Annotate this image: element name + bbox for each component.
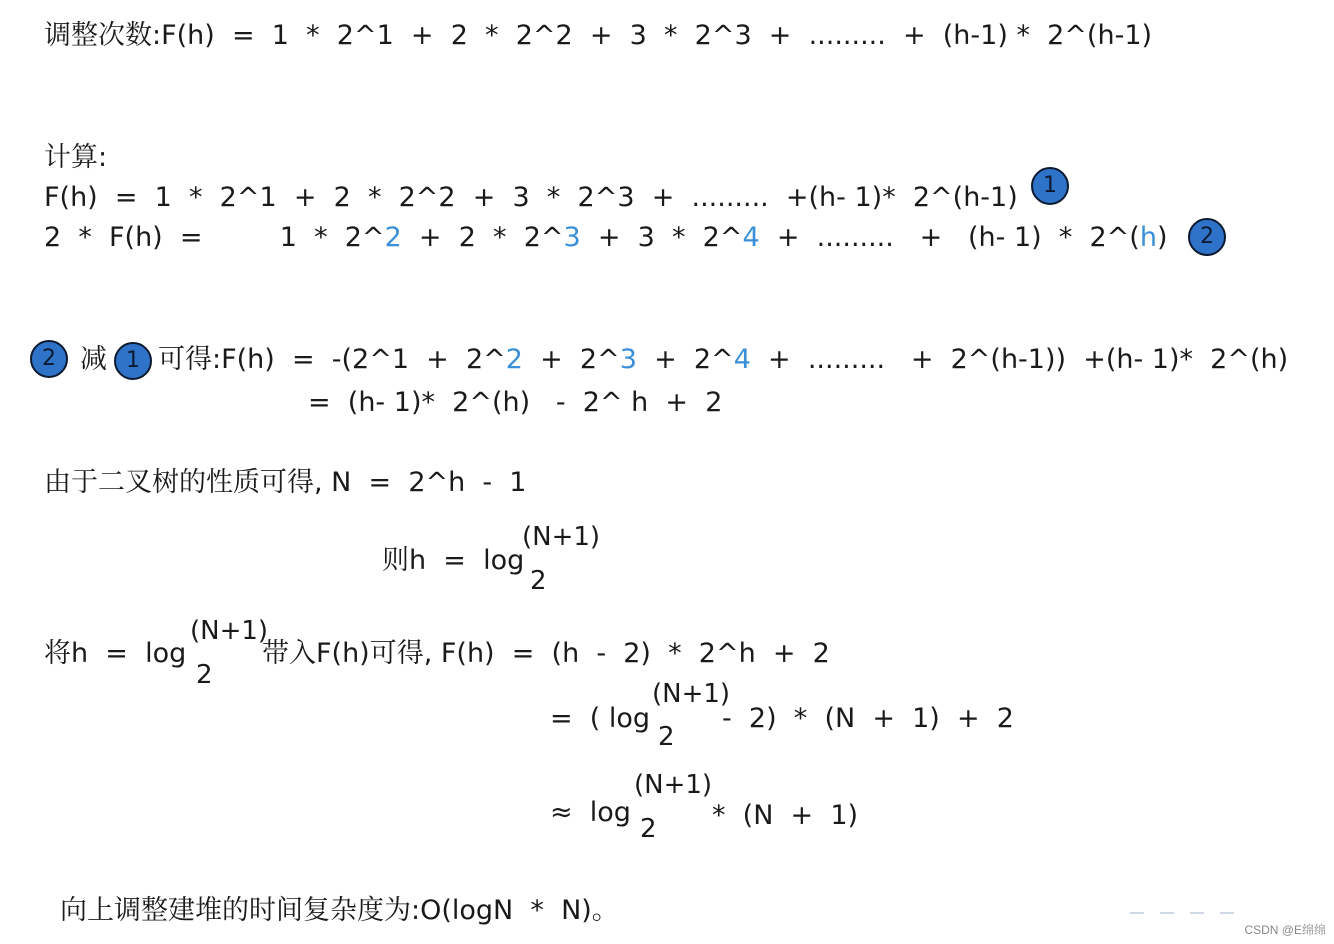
h-equals-log: 则h = log: [382, 545, 525, 576]
log-superscript: (N+1): [652, 679, 731, 709]
binary-tree-property: 由于二叉树的性质可得, N = 2^h - 1: [44, 467, 527, 498]
badge-two-sub: 2: [30, 340, 68, 378]
watermark: CSDN @E绵绵: [1244, 923, 1326, 937]
substitute-h: 将h = log: [44, 638, 187, 669]
decorative-dash: [1190, 912, 1204, 914]
formula-2fh-part: + ......... + (h- 1) * 2^(: [759, 222, 1140, 253]
log-superscript: (N+1): [522, 522, 601, 552]
formula-fh: F(h) = 1 * 2^1 + 2 * 2^2 + 3 * 2^3 + ......... +(h- 1)* 2^(h-1): [44, 182, 1018, 213]
exp-blue: h: [1139, 222, 1157, 253]
formula-result: = (h- 1)* 2^(h) - 2^ h + 2: [308, 387, 723, 418]
formula-diff-part: + 2^: [636, 344, 734, 375]
formula-2fh-part: + 2 * 2^: [401, 222, 564, 253]
formula-difference: [158, 344, 1288, 376]
formula-approx: ≈ log: [550, 797, 631, 828]
formula-log-expanded-tail: - 2) * (N + 1) + 2: [722, 703, 1014, 734]
calc-label: 计算:: [44, 142, 108, 173]
formula-diff-part: + 2^: [522, 344, 620, 375]
log-subscript: 2: [640, 814, 657, 844]
badge-one-sub: 1: [114, 342, 152, 380]
exp-blue: 3: [619, 344, 637, 375]
formula-2fh: [44, 222, 1168, 254]
exp-blue: 4: [742, 222, 760, 253]
decorative-dash: [1160, 912, 1174, 914]
formula-2fh-part: + 3 * 2^: [580, 222, 743, 253]
formula-log-expanded: = ( log: [550, 703, 651, 734]
minus-word: 减: [80, 344, 107, 375]
log-superscript: (N+1): [634, 770, 713, 800]
log-subscript: 2: [196, 660, 213, 690]
exp-blue: 2: [505, 344, 523, 375]
badge-two: 2: [1188, 218, 1226, 256]
decorative-dash: [1130, 912, 1144, 914]
formula-adjust-count: 调整次数:F(h) = 1 * 2^1 + 2 * 2^2 + 3 * 2^3 + ......... + (h-1) * 2^(h-1): [44, 20, 1153, 51]
formula-diff-part: + ......... + 2^(h-1)) +(h- 1)* 2^(h): [750, 344, 1289, 375]
substitute-result: 带入F(h)可得, F(h) = (h - 2) * 2^h + 2: [262, 638, 830, 669]
log-superscript: (N+1): [190, 616, 269, 646]
formula-approx-tail: * (N + 1): [712, 800, 859, 831]
exp-blue: 4: [733, 344, 751, 375]
formula-diff-part: 可得:F(h) = -(2^1 + 2^: [158, 344, 506, 375]
exp-blue: 3: [563, 222, 581, 253]
badge-one: 1: [1031, 167, 1069, 205]
conclusion: 向上调整建堆的时间复杂度为:O(logN * N)。: [60, 895, 619, 926]
log-subscript: 2: [658, 722, 675, 752]
exp-blue: 2: [384, 222, 402, 253]
log-subscript: 2: [530, 566, 547, 596]
formula-2fh-part: ): [1156, 222, 1168, 253]
decorative-dash: [1220, 912, 1234, 914]
formula-2fh-part: 2 * F(h) = 1 * 2^: [44, 222, 385, 253]
